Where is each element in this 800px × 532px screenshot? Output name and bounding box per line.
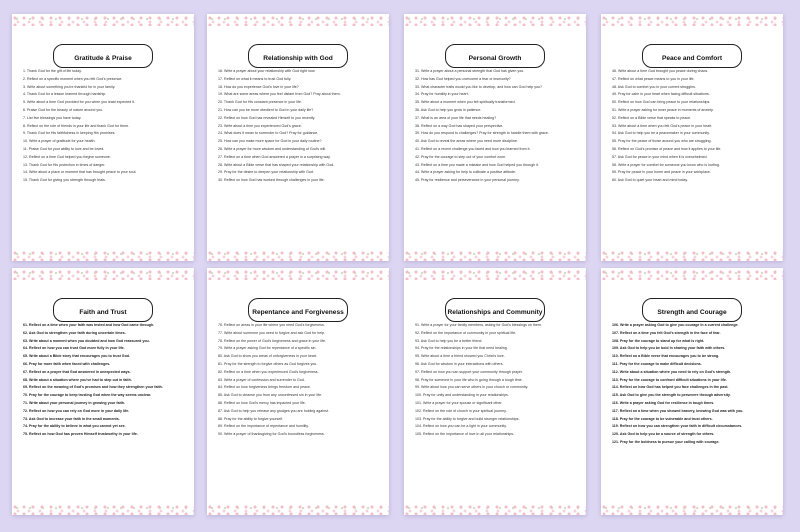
prompt-item: 54. Ask God to help you be a peacemaker in your community. [612, 131, 710, 136]
prompt-item: 81. Pray for the strength to forgive others as God forgives you. [218, 361, 318, 366]
prompt-item: 74. Pray for the ability to believe in what you cannot yet see. [23, 424, 126, 429]
worksheet-page [207, 268, 389, 515]
floral-border-top [207, 14, 389, 26]
prompt-item: 94. Pray for the relationships in your life that need healing. [415, 346, 508, 351]
prompt-item: 96. Ask God for wisdom in your interactions with others. [415, 361, 504, 366]
prompt-item: 62. Ask God to strengthen your faith during uncertain times. [23, 330, 126, 335]
page-title: Faith and Trust [79, 309, 127, 316]
prompt-item: 37. What is an area of your life that needs healing? [415, 115, 497, 120]
prompt-item: 86. Reflect on how God's mercy has impacted your life. [218, 400, 306, 405]
prompt-item: 59. Pray for peace in your home and peace in your workplace. [612, 170, 711, 175]
worksheet-page [12, 268, 194, 515]
prompt-item: 119. Reflect on how you can strengthen your faith in difficult circumstances. [612, 424, 743, 429]
prompt-item: 114. Reflect on how God has helped you face challenges in the past. [612, 385, 729, 390]
prompt-item: 109. Ask God to help you be bold in sharing your faith with others. [612, 346, 726, 351]
prompt-item: 19. What are some areas where you feel distant from God? Pray about them. [218, 92, 341, 97]
prompt-item: 27. Reflect on a time when God answered a prayer in a surprising way. [218, 154, 331, 159]
floral-border-bottom [207, 249, 389, 261]
prompt-list [23, 323, 188, 440]
prompt-item: 36. Ask God to help you grow in patience. [415, 107, 482, 112]
floral-border-top [404, 14, 586, 26]
page-title-box [642, 44, 742, 68]
page-title: Repentance and Forgiveness [252, 309, 344, 316]
prompt-item: 25. How can you make more space for God in your daily routine? [218, 139, 322, 144]
prompt-item: 88. Pray for the ability to forgive yourself. [218, 416, 284, 421]
prompt-list [415, 69, 580, 186]
floral-border-top [207, 268, 389, 280]
floral-border-top [12, 14, 194, 26]
floral-border-top [601, 268, 783, 280]
prompt-item: 121. Pray for the boldness to pursue your calling with courage. [612, 439, 720, 444]
prompt-item: 83. Write a prayer of confession and surrender to God. [218, 377, 305, 382]
prompt-item: 63. Write about a moment when you doubted and how God reassured you. [23, 338, 150, 343]
prompt-item: 33. What character traits would you like to develop, and how can God help you? [415, 84, 543, 89]
prompt-item: 43. Reflect on a time you made a mistake and how God helped you through it. [415, 162, 540, 167]
prompt-item: 117. Reflect on a time when you showed bravery, knowing God was with you. [612, 408, 744, 413]
page-title-box [53, 44, 153, 68]
prompt-item: 100. Pray for unity and understanding in your relationships. [415, 393, 509, 398]
prompt-item: 92. Reflect on the importance of community in your spiritual life. [415, 330, 517, 335]
prompt-item: 101. Write a prayer for your spouse or significant other. [415, 400, 503, 405]
prompt-item: 20. Thank God for His constant presence in your life. [218, 100, 302, 105]
prompt-item: 30. Reflect on how God has worked through challenges in your life. [218, 178, 325, 183]
prompt-item: 77. Write about someone you need to forgive and ask God for help. [218, 330, 326, 335]
prompt-item: 11. Praise God for your ability to love and be loved. [23, 146, 105, 151]
prompt-item: 7. List five blessings you have today. [23, 115, 82, 120]
page-title-box [53, 298, 153, 322]
prompt-item: 50. Reflect on how God can bring peace to your relationships. [612, 100, 711, 105]
prompt-item: 116. Write a prayer asking God for resilience in tough times. [612, 400, 715, 405]
prompt-list [612, 323, 777, 448]
prompt-item: 107. Reflect on a time you felt God's strength in the face of fear. [612, 330, 721, 335]
prompt-item: 64. Reflect on how you can trust God more fully in your life. [23, 346, 125, 351]
floral-border-top [404, 268, 586, 280]
prompt-item: 105. Reflect on the importance of love in all your relationships. [415, 432, 515, 437]
prompt-item: 102. Reflect on the role of church in your spiritual journey. [415, 408, 507, 413]
worksheet-page [601, 268, 783, 515]
prompt-item: 52. Reflect on a Bible verse that speaks to peace. [612, 115, 692, 120]
prompt-item: 21. How can you be more obedient to God in your daily life? [218, 107, 314, 112]
prompt-item: 6. Praise God for the beauty of nature around you. [23, 107, 104, 112]
prompt-item: 15. Thank God for giving you strength through trials. [23, 178, 106, 183]
prompt-item: 23. Write about a time you experienced God's grace. [218, 123, 302, 128]
worksheet-page [404, 268, 586, 515]
prompt-item: 120. Ask God to help you be a source of strength for others. [612, 432, 715, 437]
prompt-list [23, 69, 188, 186]
prompt-item: 108. Pray for the courage to stand up for what is right. [612, 338, 705, 343]
prompt-item: 38. Reflect on a way God has shaped your perspective. [415, 123, 504, 128]
floral-border-bottom [601, 249, 783, 261]
prompt-item: 16. Write a prayer about your relationship with God right now. [218, 69, 316, 73]
prompt-item: 10. Write a prayer of gratitude for your health. [23, 139, 96, 144]
prompt-item: 70. Pray for the courage to keep trusting God when the way seems unclear. [23, 393, 152, 398]
worksheet-page [12, 14, 194, 261]
prompt-item: 26. Write a prayer for more wisdom and understanding of God's will. [218, 146, 327, 151]
prompt-item: 112. Write about a situation where you need to rely on God's strength. [612, 369, 732, 374]
prompt-item: 56. Reflect on God's promise of peace and how it applies to your life. [612, 146, 722, 151]
prompt-item: 39. How do you respond to challenges? Pray for strength to handle them with grace. [415, 131, 549, 136]
prompt-item: 12. Reflect on a time God helped you forgive someone. [23, 154, 111, 159]
prompt-item: 76. Reflect on areas in your life where you need God's forgiveness. [218, 323, 325, 327]
prompt-list [612, 69, 777, 186]
prompt-item: 93. Ask God to help you be a better friend. [415, 338, 483, 343]
prompt-item: 118. Pray for the courage to be vulnerable and trust others. [612, 416, 713, 421]
prompt-item: 1. Thank God for the gift of life today. [23, 69, 82, 73]
page-title: Relationships and Community [447, 309, 543, 316]
prompt-item: 48. Ask God to comfort you in your current struggles. [612, 84, 696, 89]
prompt-item: 35. Write about a moment when you felt spiritually transformed. [415, 100, 516, 105]
prompt-item: 41. Reflect on a recent challenge you faced and how you learned from it. [415, 146, 531, 151]
prompt-item: 65. Write about a Bible story that encourages you to trust God. [23, 354, 130, 359]
floral-border-top [12, 268, 194, 280]
prompt-item: 66. Pray for more faith when faced with challenges. [23, 361, 111, 366]
prompt-item: 32. How has God helped you overcome a fear or insecurity? [415, 76, 511, 81]
floral-border-bottom [12, 503, 194, 515]
prompt-item: 82. Reflect on a time when you experienced God's forgiveness. [218, 369, 319, 374]
page-title-box [248, 44, 348, 68]
prompt-item: 42. Pray for the courage to step out of your comfort zone. [415, 154, 507, 159]
prompt-item: 72. Reflect on how you can rely on God more in your daily life. [23, 408, 130, 413]
worksheet-page [601, 14, 783, 261]
prompt-item: 47. Reflect on what peace means to you in your life. [612, 76, 695, 81]
page-title: Gratitude & Praise [74, 55, 132, 62]
prompt-item: 5. Write about a time God provided for you when you least expected it. [23, 100, 136, 105]
prompt-item: 2. Reflect on a specific moment when you felt God's presence. [23, 76, 123, 81]
prompt-item: 110. Reflect on a Bible verse that encourages you to be strong. [612, 354, 720, 359]
prompt-item: 24. What does it mean to surrender to God? Pray for guidance. [218, 131, 319, 136]
prompt-item: 44. Write a prayer asking for help to cultivate a positive attitude. [415, 170, 517, 175]
prompt-item: 90. Write a prayer of thanksgiving for God's boundless forgiveness. [218, 432, 325, 437]
prompt-item: 85. Ask God to cleanse you from any unconfessed sin in your life. [218, 393, 323, 398]
page-title-box [445, 298, 545, 322]
prompt-item: 55. Pray for the peace of those around you who are struggling. [612, 139, 712, 144]
prompt-item: 80. Ask God to show you areas of unforgiveness in your heart. [218, 354, 318, 359]
prompt-item: 60. Ask God to quiet your heart and mind today. [612, 178, 688, 183]
prompt-item: 106. Write a prayer asking God to give you courage in a current challenge. [612, 323, 739, 327]
prompt-item: 61. Reflect on a time when your faith was tested and how God came through. [23, 323, 155, 327]
prompt-item: 73. Ask God to increase your faith in the small moments. [23, 416, 120, 421]
prompt-item: 49. Pray for calm in your heart when facing difficult situations. [612, 92, 710, 97]
prompt-item: 75. Reflect on how God has proven Himself trustworthy in your life. [23, 432, 138, 437]
prompt-list [218, 323, 383, 440]
prompt-item: 84. Reflect on how forgiveness brings freedom and peace. [218, 385, 311, 390]
floral-border-bottom [601, 503, 783, 515]
floral-border-bottom [404, 503, 586, 515]
prompt-item: 67. Reflect on a prayer that God answered in unexpected ways. [23, 369, 131, 374]
prompt-item: 57. Ask God for peace in your mind when it is overwhelmed. [612, 154, 708, 159]
prompt-item: 40. Ask God to reveal the areas where you need more discipline. [415, 139, 518, 144]
prompt-item: 4. Thank God for a lesson learned through hardship. [23, 92, 107, 97]
prompt-item: 45. Pray for resilience and perseverance in your personal journey. [415, 178, 520, 183]
prompt-item: 34. Pray for humility in your heart. [415, 92, 469, 97]
prompt-item: 111. Pray for the courage to make difficult decisions. [612, 361, 702, 366]
prompt-item: 31. Write a prayer about a personal strength that God has given you. [415, 69, 525, 73]
prompt-item: 103. Pray for the ability to forgive and build stronger relationships. [415, 416, 520, 421]
prompt-list [218, 69, 383, 186]
prompt-item: 51. Write a prayer asking for inner peace in moments of anxiety. [612, 107, 714, 112]
page-title-box [248, 298, 348, 322]
prompt-item: 95. Write about a time a friend showed you Christ's love. [415, 354, 505, 359]
prompt-item: 9. Thank God for His faithfulness in keeping His promises. [23, 131, 116, 136]
worksheet-page [207, 14, 389, 261]
page-title: Personal Growth [468, 55, 522, 62]
page-title: Strength and Courage [657, 309, 727, 316]
prompt-item: 91. Write a prayer for your family members, asking for God's blessings on them. [415, 323, 542, 327]
page-title-box [642, 298, 742, 322]
page-title: Peace and Comfort [661, 55, 723, 62]
prompt-item: 97. Reflect on how you can support your community through prayer. [415, 369, 523, 374]
prompt-item: 71. Write about your personal journey in growing your faith. [23, 400, 125, 405]
prompt-item: 17. Reflect on what it means to trust God fully. [218, 76, 292, 81]
prompt-item: 58. Write a prayer for comfort for someone you know who is hurting. [612, 162, 720, 167]
page-title: Relationship with God [263, 55, 333, 62]
page-title-box [445, 44, 545, 68]
prompt-item: 8. Reflect on the role of friends in your life and thank God for them. [23, 123, 130, 128]
floral-border-bottom [404, 249, 586, 261]
prompt-item: 14. Write about a place or moment that has brought peace to your soul. [23, 170, 137, 175]
prompt-item: 3. Write about something you're thankful for in your family. [23, 84, 116, 89]
prompt-item: 79. Write a prayer asking God for repentance of a specific sin. [218, 346, 317, 351]
prompt-item: 22. Reflect on how God has revealed Himself to you recently. [218, 115, 316, 120]
floral-border-top [601, 14, 783, 26]
prompt-item: 69. Reflect on the meaning of God's promises and how they strengthen your faith. [23, 385, 163, 390]
prompt-item: 113. Pray for the courage to confront difficult situations in your life. [612, 377, 727, 382]
prompt-list [415, 323, 580, 440]
worksheet-page [404, 14, 586, 261]
prompt-item: 46. Write about a time God brought you peace during chaos. [612, 69, 709, 73]
prompt-item: 99. Write about how you can serve others in your church or community. [415, 385, 529, 390]
prompt-item: 98. Pray for someone in your life who is going through a tough time. [415, 377, 523, 382]
prompt-item: 87. Ask God to help you release any grudges you are holding against. [218, 408, 329, 413]
prompt-item: 18. How do you experience God's love in your life? [218, 84, 299, 89]
prompt-item: 53. Write about a time when you felt God's peace in your heart. [612, 123, 713, 128]
prompt-item: 104. Reflect on how you can be a light in your community. [415, 424, 507, 429]
prompt-item: 28. Write about a Bible verse that has shaped your relationship with God. [218, 162, 335, 167]
prompt-item: 29. Pray for the desire to deepen your relationship with God. [218, 170, 314, 175]
prompt-item: 115. Ask God to give you the strength to persevere through adversity. [612, 393, 731, 398]
floral-border-bottom [207, 503, 389, 515]
prompt-item: 13. Thank God for His protection in times of danger. [23, 162, 106, 167]
floral-border-bottom [12, 249, 194, 261]
prompt-item: 89. Reflect on the importance of repentance and humility. [218, 424, 309, 429]
prompt-item: 68. Write about a situation where you've had to step out in faith. [23, 377, 132, 382]
prompt-item: 78. Reflect on the power of God's forgiveness and grace in your life. [218, 338, 326, 343]
